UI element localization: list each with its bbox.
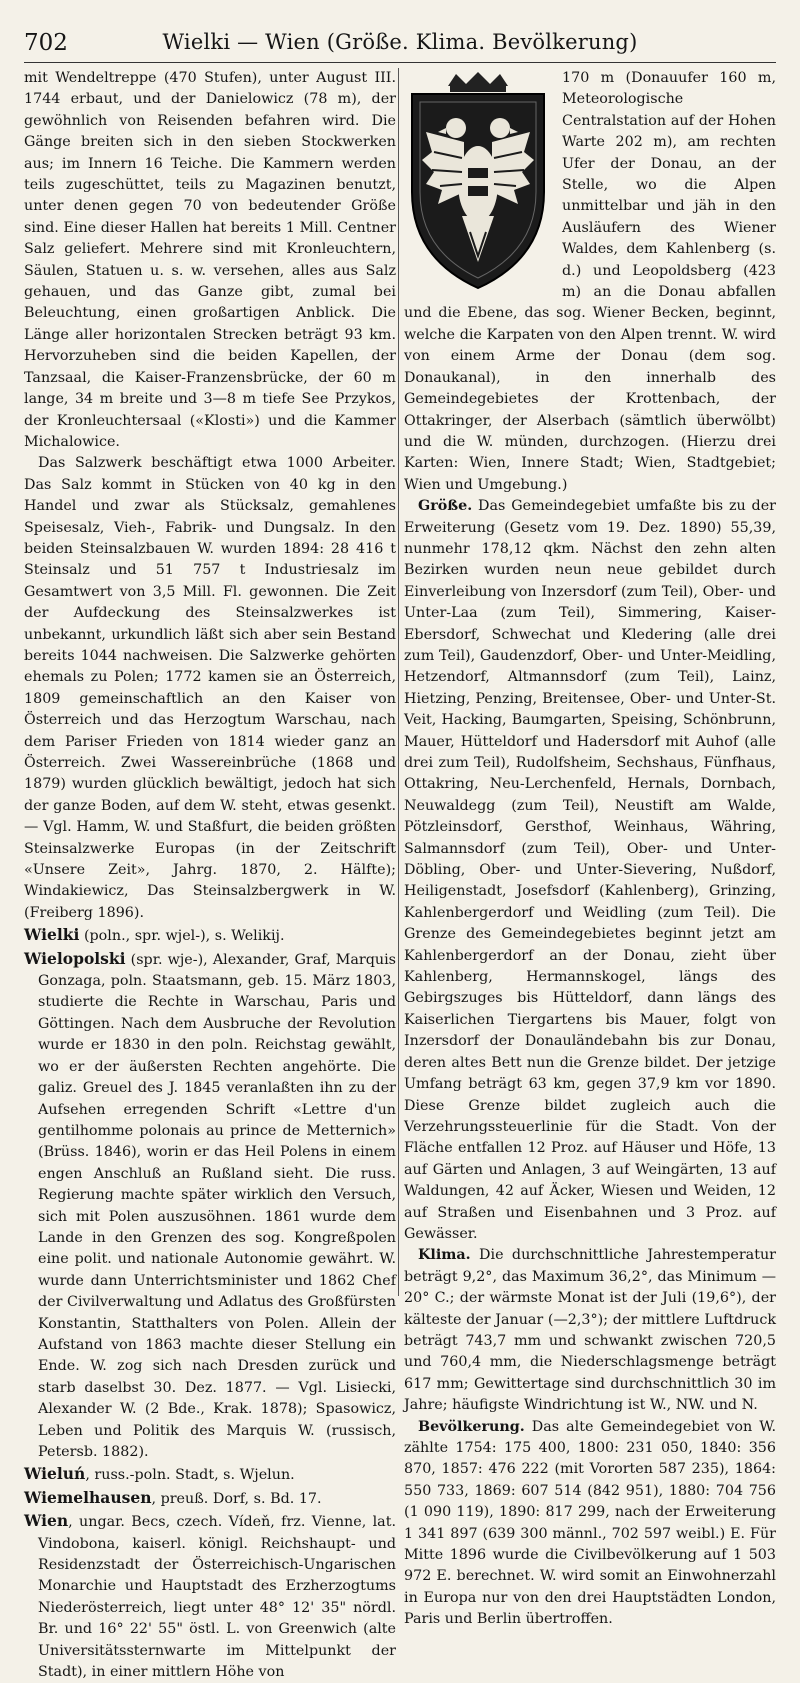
headword-wielki: Wielki xyxy=(24,925,80,945)
coat-of-arms-icon xyxy=(404,72,552,292)
entry-wien-text: , ungar. Becs, czech. Vídeň, frz. Vienne, lat. Vindobona, kaiserl. königl. Reichshaupt- und Residenzstadt der Österreichisch-Ungarischen Monarchie und Hauptstadt des Erzherzogtums Niederösterreich, liegt unter 48° 12' 35" nördl. Br. und 16° 22' 55" östl. L. von Greenwich (alte Universitätssternwarte im Mittelpunkt der Stadt), in einer mittlern Höhe von xyxy=(38,1514,396,1681)
entry-wielun-text: , russ.-poln. Stadt, s. Wjelun. xyxy=(85,1467,295,1484)
entry-wielki-text: (poln., spr. wjel-), s. Welikij. xyxy=(79,928,285,945)
headword-wien: Wien xyxy=(24,1511,69,1531)
entry-wielki xyxy=(24,924,396,947)
section-groesse xyxy=(404,496,776,1245)
column-divider xyxy=(398,68,399,1296)
right-column xyxy=(404,68,776,1628)
section-text-bevoelkerung: Das alte Gemeindegebiet von W. zählte 1754: 175 400, 1800: 231 050, 1840: 356 870, 1857: 476 222 (mit Vororten 587 235), 1864: 550 733, 1869: 607 514 (842 951), 1880: 704 756 (1 090 119), 1890: 817 299, nach der Erweiterung 1 341 897 (639 300 männl., 702 597 weibl.) E. Für Mitte 1896 wurde die Civilbevölkerung auf 1 503 972 E. berechnet. W. wird somit an Einwohnerzahl in Europa nur von den drei Hauptstädten London, Paris und Berlin übertroffen. xyxy=(404,1418,776,1628)
page-header xyxy=(24,26,776,63)
headword-wielopolski: Wielopolski xyxy=(24,948,126,968)
left-column xyxy=(24,68,396,1681)
headword-wielun: Wieluń xyxy=(24,1464,86,1484)
section-bevoelkerung xyxy=(404,1417,776,1631)
section-text-klima: Die durchschnittliche Jahrestemperatur beträgt 9,2°, das Maximum 36,2°, das Minimum —20° C.; der wärmste Monat ist der Juli (19,6°), der kälteste der Januar (—2,3°); der mittlere Luftdruck beträgt 743,7 mm und schwankt zwischen 720,5 und 760,4 mm, die Niederschlagsmenge beträgt 617 mm; Gewittertage sind durchschnittlich 30 im Jahre; häufigste Windrichtung ist W., NW. und N. xyxy=(404,1247,776,1414)
paragraph-wien-location: 170 m (Donauufer 160 m, Meteorologische Centralstation auf der Hohen Warte 202 m), am rechten Ufer der Donau, an der Stelle, wo die Alpen unmittelbar und jäh in den Ausläufern des Wiener Waldes, dem Kahlenberg (s. d.) und Leopoldsberg (423 m) an die Donau abfallen und die Ebene, das sog. Wiener Becken, beginnt, welche die Karpaten von den Alpen trennt. W. wird von einem Arme der Donau (dem sog. Donaukanal), in den innerhalb des Gemeindegebietes der Krottenbach, der Ottakringer, der Alserbach (sämtlich überwölbt) und die W. münden, durchzogen. (Hierzu drei Karten: Wien, Innere Stadt; Wien, Stadtgebiet; Wien und Umgebung.) xyxy=(404,70,776,493)
entry-wielopolski-text: (spr. wje-), Alexander, Graf, Marquis Gonzaga, poln. Staatsmann, geb. 15. März 1803, studierte die Rechte in Warschau, Paris und Göttingen. Nach dem Ausbruche der Revolution wurde er 1830 in den poln. Reichstag gewählt, wo er der äußersten Rechten angehörte. Die galiz. Greuel des J. 1845 veranlaßten ihn zu der Aufsehen erregenden Schrift «Lettre d'un gentilhomme polonais au prince de Metternich» (Brüss. 1846), worin er das Heil Polens in einem engen Anschluß an Rußland sieht. Die russ. Regierung machte später wirklich den Versuch, sich mit Polen auszusöhnen. 1861 wurde dem Lande in den Grenzen des sog. Kongreßpolen eine polit. und nationale Autonomie gewährt. W. wurde dann Unterrichtsminister und 1862 Chef der Civilverwaltung und Adlatus des Großfürsten Konstantin, Statthalters von Polen. Allein der Aufstand von 1863 machte dieser Stellung ein Ende. W. zog sich nach Dresden zurück und starb daselbst 30. Dez. 1877. — Vgl. Lisiecki, Alexander W. (2 Bde., Krak. 1878); Spasowicz, Leben und Politik des Marquis W. (russisch, Petersb. 1882). xyxy=(38,951,396,1460)
paragraph-salt-mine-continuation: mit Wendeltreppe (470 Stufen), unter August III. 1744 erbaut, und der Danielowicz (78 m), der gewöhnlich von Reisenden befahren wird. Die Gänge breiten sich in den sieben Stockwerken aus; im Innern 16 Teiche. Die Kammern werden teils zugeschüttet, teils zu Magazinen benutzt, unter denen gegen 70 von bedeutender Größe sind. Eine dieser Hallen hat bereits 1 Mill. Centner Salz geliefert. Mehrere sind mit Kronleuchtern, Säulen, Statuen u. s. w. versehen, alles aus Salz gehauen, und das Ganze gibt, zumal bei Beleuchtung, einen großartigen Anblick. Die Länge aller horizontalen Strecken beträgt 93 km. Hervorzuheben sind die beiden Kapellen, der Tanzsaal, die Kaiser-Franzensbrücke, der 60 m lange, 34 m breite und 3—8 m tiefe See Przykos, der Kronleuchtersaal («Klosti») und die Kammer Michalowice. xyxy=(24,70,396,450)
entry-wielun xyxy=(24,1463,396,1486)
paragraph-salt-works: Das Salzwerk beschäftigt etwa 1000 Arbeiter. Das Salz kommt in Stücken von 40 kg in den Handel und zwar als Stücksalz, gemahlenes Speisesalz, Vieh-, Fabrik- und Dungsalz. In den beiden Steinsalzbauen W. wurden 1894: 28 416 t Steinsalz und 51 757 t Industriesalz im Gesamtwert von 3,5 Mill. Fl. gewonnen. Die Zeit der Aufdeckung des Steinsalzwerkes ist unbekannt, urkundlich läßt sich aber sein Bestand bereits 1044 nachweisen. Die Salzwerke gehörten ehemals zu Polen; 1772 kamen sie an Österreich, 1809 gemeinschaftlich an den Kaiser von Österreich und das Herzogtum Warschau, nach dem Pariser Frieden von 1814 wieder ganz an Österreich. Zwei Wassereinbrüche (1868 und 1879) wurden glücklich bewältigt, jedoch hat sich der ganze Boden, auf dem W. steht, etwas gesenkt. — Vgl. Hamm, W. und Staßfurt, die beiden größten Steinsalzwerke Europas (in der Zeitschrift «Unsere Zeit», Jahrg. 1870, 2. Hälfte); Windakiewicz, Das Steinsalzbergwerk in W. (Freiberg 1896). xyxy=(24,455,396,921)
entry-wiemelhausen xyxy=(24,1487,396,1510)
section-label-klima: Klima. xyxy=(418,1247,471,1264)
running-title: Wielki — Wien (Größe. Klima. Bevölkerung) xyxy=(162,30,638,54)
section-label-groesse: Größe. xyxy=(418,498,473,515)
page-number: 702 xyxy=(24,30,68,56)
entry-wien xyxy=(24,1510,396,1683)
section-text-groesse: Das Gemeindegebiet umfaßte bis zu der Erweiterung (Gesetz vom 19. Dez. 1890) 55,39, nunmehr 178,12 qkm. Nächst den zehn alten Bezirken wurden neun neue gebildet durch Einverleibung von Inzersdorf (zum Teil), Ober- und Unter-Laa (zum Teil), Simmering, Kaiser-Ebersdorf, Schwechat und Kledering (alle drei zum Teil), Gaudenzdorf, Ober- und Unter-Meidling, Hetzendorf, Altmannsdorf (zum Teil), Lainz, Hietzing, Penzing, Breitensee, Ober- und Unter-St. Veit, Hacking, Baumgarten, Speising, Schönbrunn, Mauer, Hütteldorf und Hadersdorf mit Auhof (alle drei zum Teil), Rudolfsheim, Sechshaus, Fünfhaus, Ottakring, Neu-Lerchenfeld, Hernals, Dornbach, Neuwaldegg (zum Teil), Neustift am Walde, Pötzleinsdorf, Gersthof, Weinhaus, Währing, Salmannsdorf (zum Teil), Ober- und Unter-Döbling, Ober- und Unter-Sievering, Nußdorf, Heiligenstadt, Josefsdorf (Kahlenberg), Grinzing, Kahlenbergerdorf und Weidling (zum Teil). Die Grenze des Gemeindegebietes beginnt jetzt am Kahlenbergerdorf an der Donau, zieht über Kahlenberg, Hermannskogel, längs des Gebirgszuges bis Hütteldorf, dann längs des Kaiserlichen Tiergartens bis Mauer, folgt von Inzersdorf der Donauländebahn bis zur Donau, deren altes Bett nun die Grenze bildet. Der jetzige Umfang beträgt 63 km, gegen 37,9 km vor 1890. Diese Grenze bildet zugleich auch die Verzehrungssteuerlinie für die Stadt. Von der Fläche entfallen 12 Proz. auf Häuser und Höfe, 13 auf Gärten und Anlagen, 3 auf Weingärten, 13 auf Waldungen, 42 auf Äcker, Wiesen und Weiden, 12 auf Straßen und Eisenbahnen und 3 Proz. auf Gewässer. xyxy=(404,498,776,1242)
section-klima xyxy=(404,1245,776,1416)
entry-wiemelhausen-text: , preuß. Dorf, s. Bd. 17. xyxy=(151,1490,322,1507)
headword-wiemelhausen: Wiemelhausen xyxy=(24,1487,152,1507)
entry-wielopolski xyxy=(24,948,396,1464)
section-label-bevoelkerung: Bevölkerung. xyxy=(418,1418,525,1435)
